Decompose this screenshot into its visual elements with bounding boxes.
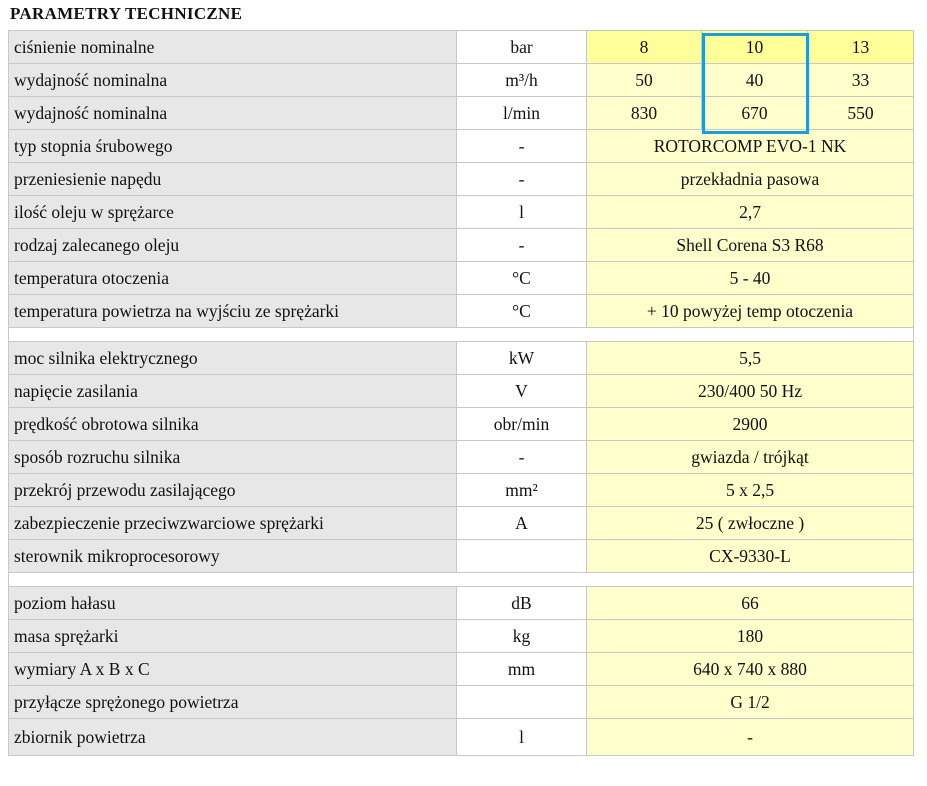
param-unit: - [457,163,587,196]
param-value: 25 ( zwłoczne ) [587,507,914,540]
param-label: zabezpieczenie przeciwzwarciowe sprężarki [9,507,457,540]
param-unit: l [457,719,587,756]
table-row-masa-sprezarki [9,620,914,653]
table-row-przeniesienie-napedu [9,163,914,196]
param-unit: l [457,196,587,229]
param-value: + 10 powyżej temp otoczenia [587,295,914,328]
param-label: napięcie zasilania [9,375,457,408]
param-value-1: 8 [587,31,702,64]
table-row-typ-stopnia-srubowego [9,130,914,163]
group-spacer [9,573,914,587]
table-row-wymiary-a-x-b-x-c [9,653,914,686]
table-row-poziom-halasu [9,587,914,620]
param-label: ilość oleju w sprężarce [9,196,457,229]
param-value: 2,7 [587,196,914,229]
param-unit: mm² [457,474,587,507]
table-row-temperatura-otoczenia [9,262,914,295]
param-value: 5 - 40 [587,262,914,295]
param-unit: °C [457,262,587,295]
table-row-sterownik-mikroprocesorowy [9,540,914,573]
param-value-1: 50 [587,64,702,97]
param-unit: A [457,507,587,540]
table-row-predkosc-obrotowa-silnika [9,408,914,441]
param-unit: bar [457,31,587,64]
param-unit: - [457,130,587,163]
param-unit: V [457,375,587,408]
table-row-sposob-rozruchu-silnika [9,441,914,474]
param-label: przyłącze sprężonego powietrza [9,686,457,719]
param-value: 2900 [587,408,914,441]
table-row-zabezpieczenie-przeciwzwarciowe-sprezarki [9,507,914,540]
table-row-zbiornik-powietrza [9,719,914,756]
param-value-3: 33 [808,64,914,97]
spec-table [8,30,914,756]
param-label: prędkość obrotowa silnika [9,408,457,441]
param-label: przeniesienie napędu [9,163,457,196]
param-unit: mm [457,653,587,686]
param-label: masa sprężarki [9,620,457,653]
param-value: ROTORCOMP EVO-1 NK [587,130,914,163]
param-value: G 1/2 [587,686,914,719]
param-unit: obr/min [457,408,587,441]
param-value: - [587,719,914,756]
group-spacer [9,328,914,342]
spec-table-body [9,31,914,756]
table-row-wydajnosc-nominalna [9,64,914,97]
param-unit: dB [457,587,587,620]
param-value: przekładnia pasowa [587,163,914,196]
param-label: temperatura otoczenia [9,262,457,295]
table-row-temperatura-powietrza-na-wyjsciu-ze-sprezarki [9,295,914,328]
param-unit: kg [457,620,587,653]
param-value-3: 550 [808,97,914,130]
param-value-3: 13 [808,31,914,64]
param-unit [457,540,587,573]
spacer-cell [9,573,914,587]
param-label: ciśnienie nominalne [9,31,457,64]
table-row-napiecie-zasilania [9,375,914,408]
param-value: 66 [587,587,914,620]
param-label: moc silnika elektrycznego [9,342,457,375]
param-value: CX-9330-L [587,540,914,573]
param-label: przekrój przewodu zasilającego [9,474,457,507]
param-value-1: 830 [587,97,702,130]
param-label: typ stopnia śrubowego [9,130,457,163]
param-value-2: 40 [702,64,808,97]
param-unit [457,686,587,719]
table-row-przekroj-przewodu-zasilajacego [9,474,914,507]
table-row-ilosc-oleju-w-sprezarce [9,196,914,229]
param-value-2: 670 [702,97,808,130]
table-row-rodzaj-zalecanego-oleju [9,229,914,262]
param-unit: - [457,441,587,474]
spacer-cell [9,328,914,342]
param-label: sposób rozruchu silnika [9,441,457,474]
table-row-wydajnosc-nominalna [9,97,914,130]
param-value: 180 [587,620,914,653]
table-row-przylacze-sprezonego-powietrza [9,686,914,719]
page-title: PARAMETRY TECHNICZNE [10,4,243,23]
param-unit: °C [457,295,587,328]
param-value: gwiazda / trójkąt [587,441,914,474]
table-row-cisnienie-nominalne [9,31,914,64]
param-label: wydajność nominalna [9,97,457,130]
param-value: 5,5 [587,342,914,375]
param-label: zbiornik powietrza [9,719,457,756]
param-unit: - [457,229,587,262]
param-label: temperatura powietrza na wyjściu ze sprężarki [9,295,457,328]
param-unit: l/min [457,97,587,130]
param-label: sterownik mikroprocesorowy [9,540,457,573]
param-value: 640 x 740 x 880 [587,653,914,686]
param-value-2: 10 [702,31,808,64]
param-value: 5 x 2,5 [587,474,914,507]
param-unit: kW [457,342,587,375]
param-value: 230/400 50 Hz [587,375,914,408]
param-label: wymiary A x B x C [9,653,457,686]
param-label: rodzaj zalecanego oleju [9,229,457,262]
table-row-moc-silnika-elektrycznego [9,342,914,375]
param-label: wydajność nominalna [9,64,457,97]
param-label: poziom hałasu [9,587,457,620]
param-unit: m³/h [457,64,587,97]
param-value: Shell Corena S3 R68 [587,229,914,262]
